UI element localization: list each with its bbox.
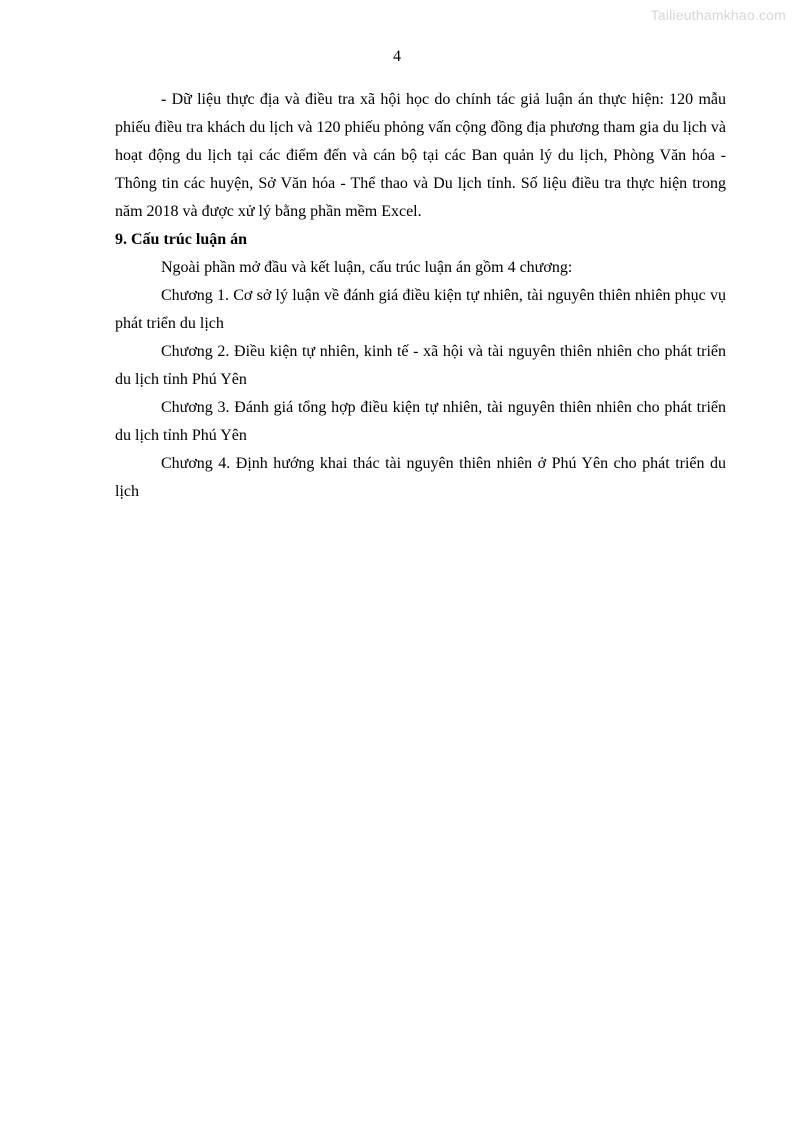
structure-intro: Ngoài phần mở đầu và kết luận, cấu trúc luận án gồm 4 chương:: [161, 259, 573, 276]
data-source-text: Dữ liệu thực địa và điều tra xã hội học do chính tác giả luận án thực hiện: 120 mẫu phiếu điều tra khách du lịch và 120 phiếu phỏng vấn cộng đồng địa phương tham gia du lịch và hoạt động du lịch tại các điểm đến và cán bộ tại các Ban quản lý du lịch, Phòng Văn hóa - Thông tin các huyện, Sở Văn hóa - Thể thao và Du lịch tỉnh. Số liệu điều tra thực hiện trong năm 2018 và được xử lý bằng phần mềm Excel.: [115, 91, 726, 220]
chapter-2: Chương 2. Điều kiện tự nhiên, kinh tế - xã hội và tài nguyên thiên nhiên cho phát triển du lịch tỉnh Phú Yên: [115, 343, 726, 388]
section-heading: 9. Cấu trúc luận án: [115, 231, 248, 248]
watermark-text: Tailieuthamkhao.com: [650, 7, 786, 23]
bullet-dash: -: [161, 91, 167, 108]
chapter-4: Chương 4. Định hướng khai thác tài nguyên thiên nhiên ở Phú Yên cho phát triển du lịch: [115, 455, 726, 500]
data-source-paragraph: [115, 86, 726, 226]
chapter-1: Chương 1. Cơ sở lý luận về đánh giá điều kiện tự nhiên, tài nguyên thiên nhiên phục vụ phát triển du lịch: [115, 287, 726, 332]
chapter-3: Chương 3. Đánh giá tổng hợp điều kiện tự nhiên, tài nguyên thiên nhiên cho phát triển du lịch tỉnh Phú Yên: [115, 399, 726, 444]
page-number: 4: [393, 48, 401, 65]
document-body: [115, 86, 726, 506]
